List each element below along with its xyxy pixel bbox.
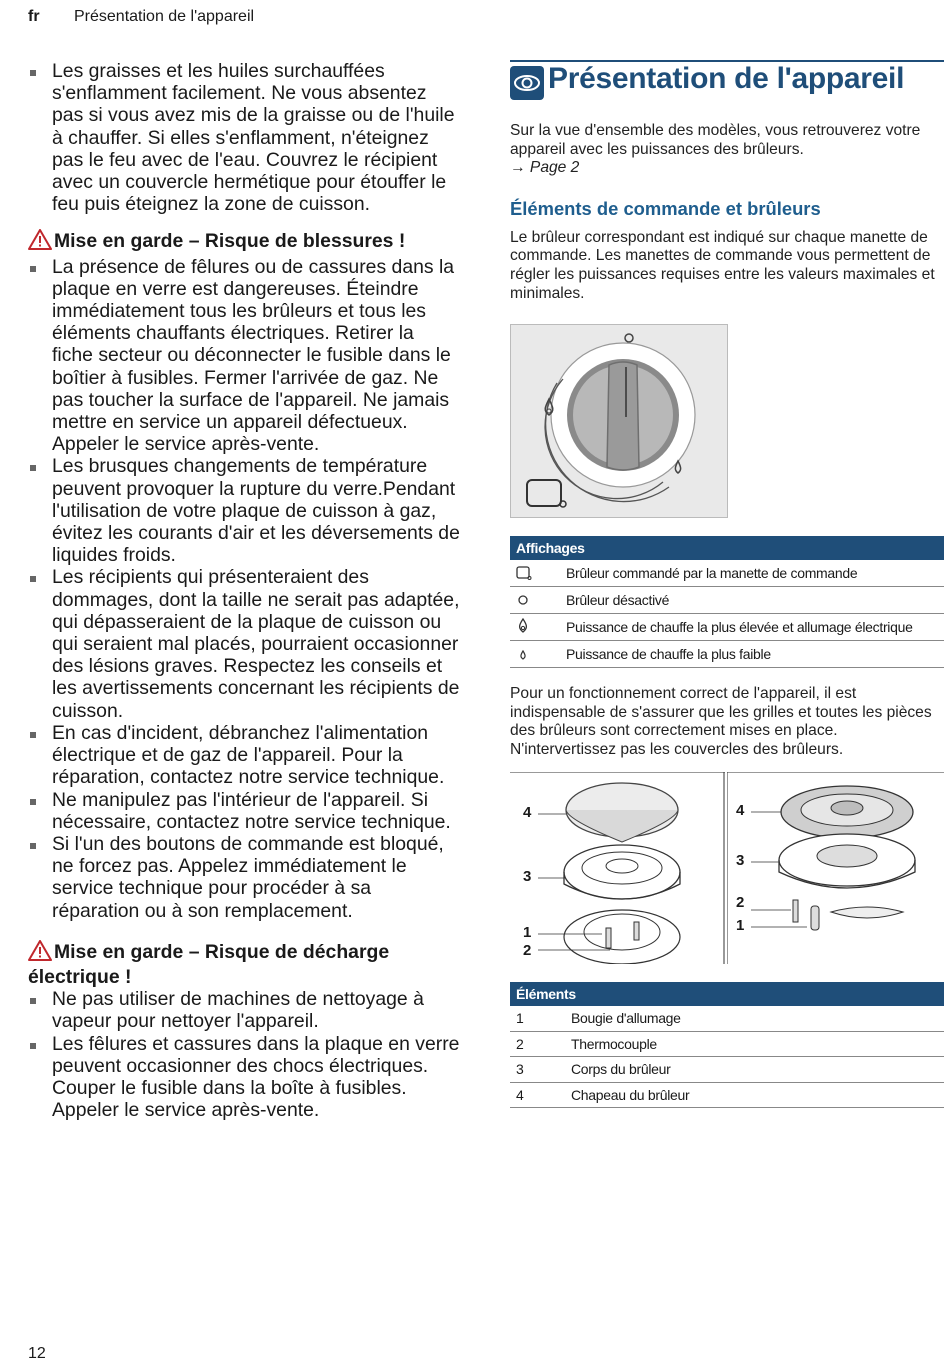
table-cell: Brûleur désactivé [566,592,670,608]
subsection-heading: Éléments de commande et brûleurs [510,197,821,219]
diagram-label: 1 [523,924,532,941]
table-cell: Chapeau du brûleur [571,1086,690,1103]
table-row [510,1006,944,1032]
table-cell: Puissance de chauffe la plus élevée et allumage électrique [566,619,913,635]
warning-title: Mise en garde – Risque de blessures ! [54,230,406,253]
large-flame-icon [516,614,562,641]
table-row [510,1032,944,1058]
left-column [28,60,460,1121]
diagram-label: 2 [523,942,532,959]
small-flame-icon [516,641,562,668]
running-title: Présentation de l'appareil [74,8,255,25]
table-cell: 2 [516,1035,524,1052]
table-cell: 3 [516,1061,524,1077]
warning-triangle-icon [28,940,52,966]
assembly-paragraph: Pour un fonctionnement correct de l'appareil, il est indispensable de s'assurer que les grilles et toutes les pièces des brûleurs sont correctement mises en place. N'intervertissez pas les couvercles des brûleurs. [510,685,932,758]
table-row [510,641,944,668]
diagram-label: 4 [523,804,532,821]
diagram-label: 2 [736,894,745,911]
burner-diagram-left [510,772,725,964]
control-knob-illustration [510,324,728,518]
warning-heading-electric [28,940,460,988]
affichages-table [510,536,944,668]
list-item: En cas d'incident, débranchez l'alimentation électrique et de gaz de l'appareil. Pour la réparation, contactez notre service technique. [28,722,460,789]
burner-diagram-right [727,772,944,964]
controls-paragraph: Le brûleur correspondant est indiqué sur chaque manette de commande. Les manettes de commande vous permettent de régler les puissances requises entre les valeurs maximales et minimales. [510,228,935,302]
table-cell: 1 [516,1010,524,1026]
appliance-overview-icon [510,66,544,100]
table-cell: Puissance de chauffe la plus faible [566,646,771,662]
table-row [510,587,944,614]
page-reference: → Page 2 [510,159,580,177]
table-cell: Bougie d'allumage [571,1010,681,1026]
intro-paragraph: Sur la vue d'ensemble des modèles, vous retrouverez votre appareil avec les puissances des brûleurs. [510,122,921,158]
table-header: Éléments [510,982,944,1006]
table-row [510,560,944,587]
diagram-label: 1 [736,917,745,934]
table-row [510,1083,944,1109]
table-cell: Brûleur commandé par la manette de commande [566,565,858,581]
table-cell: Corps du brûleur [571,1061,671,1077]
elements-table [510,982,944,1108]
diagram-label: 3 [523,868,532,885]
warning-heading-injury [28,229,460,255]
burner-selector-icon [516,560,562,587]
list-item: Ne manipulez pas l'intérieur de l'appareil. Si nécessaire, contactez notre service technique. [28,789,460,833]
diagram-label: 3 [736,852,745,869]
table-cell: 4 [516,1086,524,1103]
diagram-label: 4 [736,802,745,819]
list-item: Si l'un des boutons de commande est bloqué, ne forcez pas. Appelez immédiatement le service technique pour procéder à sa réparation ou à son remplacement. [28,833,460,922]
table-cell: Thermocouple [571,1035,657,1052]
section-heading [510,60,944,104]
list-item: Ne pas utiliser de machines de nettoyage à vapeur pour nettoyer l'appareil. [28,988,460,1032]
page-title: Présentation de l'appareil [548,62,905,95]
page-number: 12 [28,1345,46,1362]
warning-triangle-icon [28,229,52,255]
table-row [510,1057,944,1083]
off-circle-icon [516,587,562,614]
list-item: Les graisses et les huiles surchauffées s'enflamment facilement. Ne vous absentez pas si vous avez mis de la graisse ou de l'huile à chauffer. Si elles s'enflamment, n'éteignez pas le feu avec de l'eau. Couvrez le récipient avec un couvercle hermétique pour étouffer le feu puis éteignez la zone de cuisson. [28,60,460,215]
right-column [510,60,944,303]
list-item: Les fêlures et cassures dans la plaque en verre peuvent occasionner des chocs électriques. Couper le fusible dans la boîte à fusibles. Appeler le service après-vente. [28,1033,460,1122]
table-header: Affichages [510,536,944,560]
language-code: fr [28,8,40,25]
list-item: Les brusques changements de température peuvent provoquer la rupture du verre.Pendant l'utilisation de votre plaque de cuisson à gaz, évitez les courants d'air et les déversements de liquides froids. [28,455,460,566]
warning-title: Mise en garde – Risque de décharge électrique ! [28,940,390,988]
table-row [510,614,944,641]
list-item: La présence de fêlures ou de cassures dans la plaque en verre est dangereuses. Éteindre immédiatement tous les brûleurs et tous les éléments chauffants électriques. Retirer la fiche secteur ou déconnecter le fusible dans le boîtier à fusibles. Fermer l'arrivée de gaz. Ne pas toucher la surface de l'appareil. Ne jamais mettre en service un appareil défectueux. Appeler le service après-vente. [28,256,460,456]
list-item: Les récipients qui présenteraient des dommages, dont la taille ne serait pas adaptée, qui dépasseraient de la plaque de cuisson ou qui seraient mal placés, pourraient occasionner des lésions graves. Respectez les conseils et les avertissements concernant les récipients de cuisson. [28,566,460,721]
